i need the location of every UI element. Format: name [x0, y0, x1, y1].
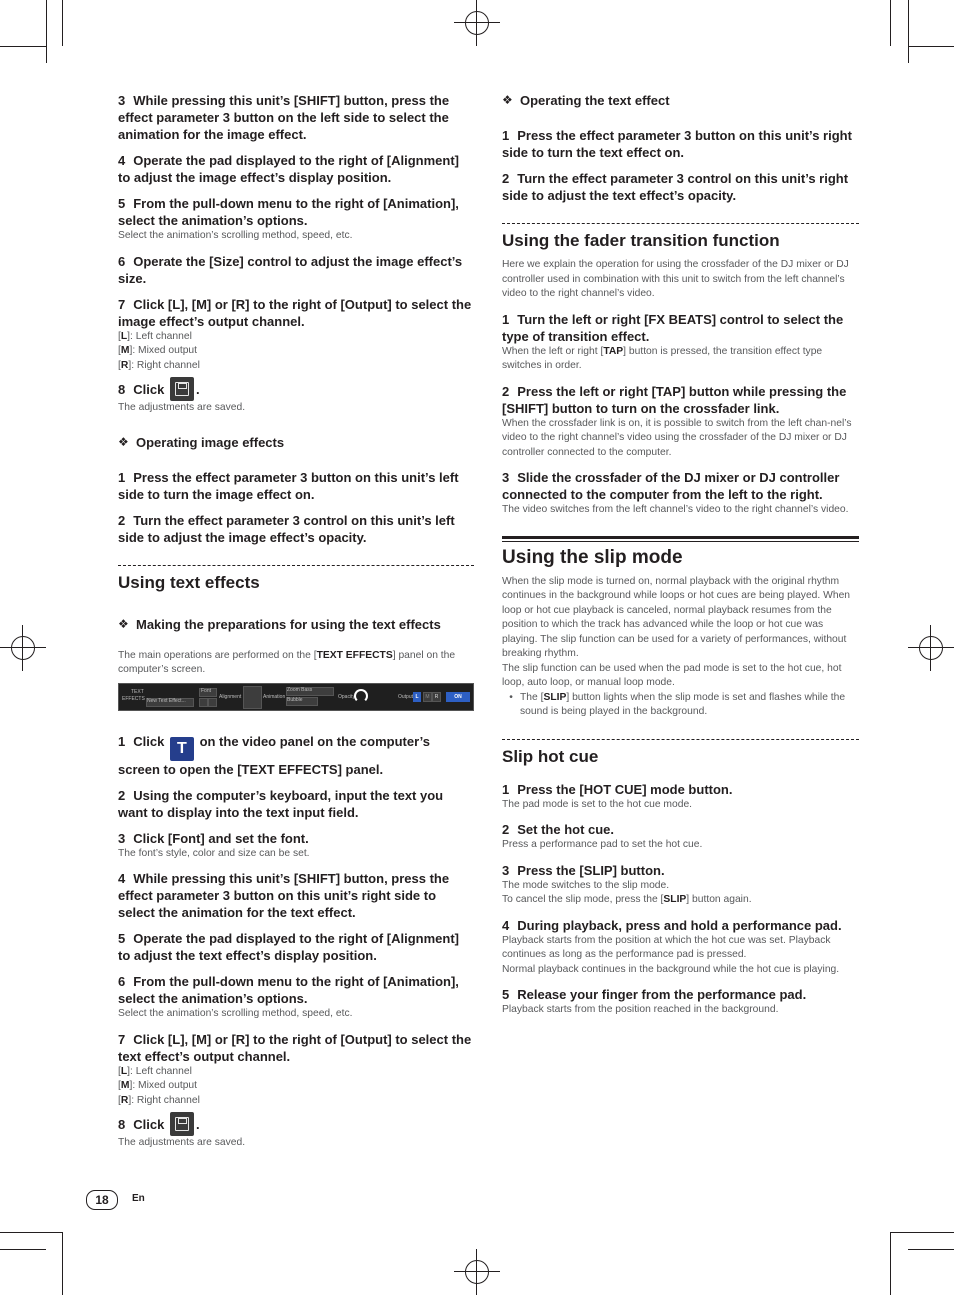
text-effects-panel-screenshot	[118, 683, 474, 711]
subheading: ❖ Operating image effects	[118, 434, 285, 450]
step: 1 Press the effect parameter 3 button on this unit’s left side to turn the image effect on.	[118, 469, 459, 502]
step: 3 Click [Font] and set the font.	[118, 830, 309, 846]
left-column	[118, 92, 474, 1151]
step: 7 Click [L], [M] or [R] to the right of [Output] to select the text effect’s output channel.	[118, 1031, 472, 1064]
save-icon	[170, 377, 194, 401]
panel-title: EFFECTS	[122, 695, 145, 702]
section-heading: Using the fader transition function	[502, 231, 780, 250]
registration-mark-top	[454, 0, 500, 46]
on-button: ON	[446, 692, 470, 702]
animation-value: Bubble	[287, 696, 303, 703]
step-note: The video switches from the left channel’s video to the right channel’s video.	[502, 504, 849, 515]
step-note: Normal playback continues in the background while the hot cue is playing.	[502, 963, 840, 975]
opacity-knob-icon	[354, 689, 368, 703]
step: 1 Press the [HOT CUE] mode button.	[502, 781, 733, 797]
output-l-button: L	[413, 692, 421, 702]
output-option: [L]: Left channel	[118, 330, 192, 342]
step: 5 From the pull-down menu to the right of [Animation], select the animation’s options.	[118, 196, 459, 228]
registration-mark-bottom	[454, 1249, 500, 1295]
step-note: The adjustments are saved.	[118, 402, 246, 413]
output-option: [R]: Right channel	[118, 359, 200, 371]
step: 6 From the pull-down menu to the right of [Animation], select the animation’s options.	[118, 974, 459, 1006]
step: 5 Operate the pad displayed to the right of [Alignment] to adjust the text effect’s display position.	[118, 931, 459, 963]
paragraph: The slip function can be used when the pad mode is set to the hot cue, hot loop, auto loop, or manual loop mode.	[502, 662, 842, 688]
diamond-icon: ❖	[118, 616, 129, 631]
paragraph: Here we explain the operation for using the crossfader of the DJ mixer or DJ controller used in combination with this unit to switch from the left channel’s video to the right channel’s video.	[502, 259, 849, 299]
small-button	[208, 698, 217, 707]
crop-mark	[62, 0, 63, 46]
step-note: The adjustments are saved.	[118, 1137, 246, 1148]
step: 5 Release your finger from the performance pad.	[502, 987, 807, 1002]
step: 2 Set the hot cue.	[502, 822, 615, 837]
step: 3 Slide the crossfader of the DJ mixer or DJ controller connected to the computer from the left to the right.	[502, 470, 840, 502]
step-note: Select the animation’s scrolling method, speed, etc.	[118, 1008, 353, 1019]
crop-mark	[908, 1249, 954, 1250]
output-option: [R]: Right channel	[118, 1094, 200, 1106]
step: 6 Operate the [Size] control to adjust the image effect’s size.	[118, 253, 463, 286]
section-heading: Using text effects	[118, 572, 260, 592]
crop-mark	[908, 46, 954, 47]
step: 8 Click .	[118, 1112, 474, 1136]
section-heading: Using the slip mode	[502, 546, 683, 568]
diamond-icon: ❖	[502, 93, 513, 107]
small-button	[199, 698, 208, 707]
font-label: Font	[201, 687, 212, 694]
panel-title: TEXT	[131, 688, 144, 695]
step: 2 Turn the effect parameter 3 control on this unit’s left side to adjust the image effect’s opacity.	[118, 512, 455, 545]
crop-mark	[0, 46, 46, 47]
step-note: When the left or right [TAP] button is pressed, the transition effect type switches in order.	[502, 345, 823, 371]
step: 4 During playback, press and hold a performance pad.	[502, 917, 842, 933]
step: 7 Click [L], [M] or [R] to the right of [Output] to select the image effect’s output channel.	[118, 296, 472, 329]
animation-label: Animation	[263, 693, 286, 700]
step-note: Select the animation’s scrolling method, speed, etc.	[118, 230, 353, 241]
output-m-button: M	[423, 692, 432, 702]
step: 3 While pressing this unit’s [SHIFT] button, press the effect parameter 3 button on the left side to select the animation for the image effect.	[118, 93, 450, 142]
opacity-label: Opacity	[338, 693, 355, 700]
bullet-item: • The [SLIP] button lights when the slip mode is set and flashes while the sound is being played in the background.	[502, 691, 859, 720]
alignment-pad	[243, 686, 262, 709]
step-note: Playback starts from the position at which the hot cue was set. Playback continues as long as the performance pad is pressed.	[502, 934, 831, 960]
output-option: [L]: Left channel	[118, 1065, 192, 1077]
crop-mark	[908, 0, 909, 63]
step-note: When the crossfader link is on, it is possible to switch from the left chan-nel’s video to the right channel’s video using the crossfader of the DJ mixer or DJ controller connected to the computer.	[502, 417, 852, 458]
crop-mark	[62, 1232, 63, 1295]
step: 2 Turn the effect parameter 3 control on this unit’s right side to adjust the text effect’s opacity.	[502, 171, 849, 203]
step-note: Playback starts from the position reached in the background.	[502, 1004, 779, 1015]
crop-mark	[890, 1232, 891, 1295]
step: 2 Using the computer’s keyboard, input the text you want to display into the text input field.	[118, 787, 444, 820]
step: 4 While pressing this unit’s [SHIFT] button, press the effect parameter 3 button on this unit’s right side to select the animation for the text effect.	[118, 871, 450, 920]
step-note: The pad mode is set to the hot cue mode.	[502, 798, 693, 810]
output-option: [M]: Mixed output	[118, 345, 198, 356]
output-option: [M]: Mixed output	[118, 1080, 198, 1091]
output-r-button: R	[432, 692, 441, 702]
crop-mark	[0, 1232, 63, 1233]
step-note: The font’s style, color and size can be set.	[118, 847, 310, 859]
right-column	[502, 92, 859, 1018]
step: 1 Click T on the video panel on the computer’s screen to open the [TEXT EFFECTS] panel.	[118, 733, 430, 777]
step-note: To cancel the slip mode, press the [SLIP] button again.	[502, 894, 752, 905]
page-number: 18	[86, 1190, 118, 1210]
alignment-label: Alignment	[219, 693, 242, 700]
crop-mark	[890, 1232, 954, 1233]
step: 3 Press the [SLIP] button.	[502, 862, 665, 878]
text-input-value: New Text Effect...	[147, 697, 186, 704]
animation-value: Zoom Bass	[287, 686, 313, 693]
step: 4 Operate the pad displayed to the right of [Alignment] to adjust the image effect’s display position.	[118, 153, 459, 185]
step-note: Press a performance pad to set the hot cue.	[502, 839, 703, 850]
crop-mark	[0, 1249, 46, 1250]
paragraph: When the slip mode is turned on, normal playback with the original rhythm continues in the background while loops or hot cues are being played. When loop or hot cue playback is canceled, normal playback resumes from the position to which the track has advanced while the loop or hot cue was playing. The slip function can be used for a variety of performances, without breaking rhythm.	[502, 575, 851, 659]
language-code: En	[132, 1193, 145, 1204]
save-icon	[170, 1112, 194, 1136]
text-effects-icon: T	[170, 737, 194, 761]
section-heading: Slip hot cue	[502, 746, 599, 766]
crop-mark	[46, 0, 47, 63]
crop-mark	[890, 0, 891, 46]
registration-mark-left	[0, 625, 46, 671]
paragraph: The main operations are performed on the [TEXT EFFECTS] panel on the computer’s screen.	[118, 649, 456, 675]
bullet-icon: •	[509, 691, 513, 703]
step-note: The mode switches to the slip mode.	[502, 879, 670, 891]
output-label: Output	[398, 693, 414, 700]
diamond-icon: ❖	[118, 434, 129, 449]
step: 8 Click .	[118, 377, 474, 401]
step: 1 Turn the left or right [FX BEATS] control to select the type of transition effect.	[502, 311, 844, 344]
subheading: ❖ Operating the text effect	[502, 93, 670, 108]
step: 2 Press the left or right [TAP] button while pressing the [SHIFT] button to turn on the crossfader link.	[502, 383, 847, 416]
registration-mark-right	[908, 625, 954, 671]
subheading: ❖ Making the preparations for using the text effects	[118, 616, 441, 632]
step: 1 Press the effect parameter 3 button on this unit’s right side to turn the text effect on.	[502, 128, 852, 160]
